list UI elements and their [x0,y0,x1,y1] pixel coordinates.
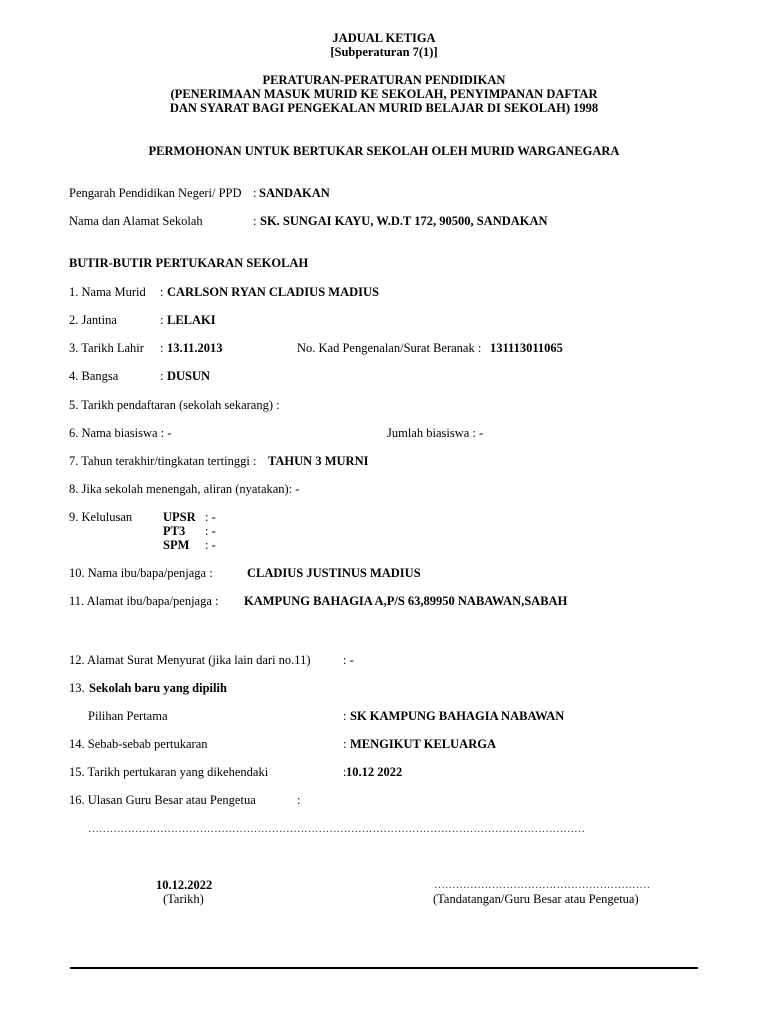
parent-name-value: CLADIUS JUSTINUS MADIUS [247,566,421,580]
scholarship-name-label: 6. Nama biasiswa : - [69,426,172,440]
signature-label: (Tandatangan/Guru Besar atau Pengetua) [433,892,639,906]
pt3-value: : - [205,524,216,538]
regulation-subtitle-1: (PENERIMAAN MASUK MURID KE SEKOLAH, PENYIMPANAN DAFTAR [170,87,598,101]
qualifications-label: 9. Kelulusan [69,510,133,524]
first-choice-value: SK KAMPUNG BAHAGIA NABAWAN [350,709,565,723]
schedule-title: JADUAL KETIGA [332,31,436,45]
subregulation: [Subperaturan 7(1)] [330,45,438,59]
first-choice-label: Pilihan Pertama [88,709,168,723]
ic-number-label: No. Kad Pengenalan/Surat Beranak : [297,341,482,355]
new-school-label: Sekolah baru yang dipilih [89,681,227,695]
student-name-value: CARLSON RYAN CLADIUS MADIUS [167,285,379,299]
last-year-label: 7. Tahun terakhir/tingkatan tertinggi : [69,454,257,468]
transfer-reason-separator: : [343,737,347,751]
parent-name-label: 10. Nama ibu/bapa/penjaga : [69,566,213,580]
upsr-label: UPSR [163,510,196,524]
bottom-divider [70,967,698,969]
parent-address-value: KAMPUNG BAHAGIA A,P/S 63,89950 NABAWAN,SABAH [244,594,568,608]
head-remarks-separator: : [297,793,301,807]
race-label: 4. Bangsa [69,369,119,383]
remarks-dotted-line: ………………………………………………………………………………………………………………………… [88,823,585,835]
signature-dotted-line: …………………………………………………… [434,879,651,891]
registration-date-label: 5. Tarikh pendaftaran (sekolah sekarang) : [69,398,280,412]
last-year-value: TAHUN 3 MURNI [268,454,369,468]
transfer-date-label: 15. Tarikh pertukaran yang dikehendaki [69,765,269,779]
mailing-address-value: : - [343,653,354,667]
school-label: Nama dan Alamat Sekolah [69,214,203,228]
birth-date-value: 13.11.2013 [167,341,223,355]
transfer-reason-value: MENGIKUT KELUARGA [350,737,496,751]
student-name-label: 1. Nama Murid [69,285,146,299]
transfer-date-separator: : [343,765,347,779]
date-value: 10.12.2022 [156,878,213,892]
new-school-number: 13. [69,681,85,695]
ppd-value: SANDAKAN [259,186,330,200]
mailing-address-label: 12. Alamat Surat Menyurat (jika lain dari no.11) [69,653,311,667]
scholarship-amount-label: Jumlah biasiswa : - [387,426,484,440]
school-separator: : [253,214,257,228]
birth-date-separator: : [160,341,164,355]
ic-number-value: 131113011065 [490,341,563,355]
date-label: (Tarikh) [163,892,204,906]
regulation-title: PERATURAN-PERATURAN PENDIDIKAN [262,73,506,87]
ppd-separator: : [253,186,257,200]
transfer-reason-label: 14. Sebab-sebab pertukaran [69,737,208,751]
regulation-subtitle-2: DAN SYARAT BAGI PENGEKALAN MURID BELAJAR DI SEKOLAH) 1998 [169,101,599,115]
race-separator: : [160,369,164,383]
first-choice-separator: : [343,709,347,723]
spm-label: SPM [163,538,190,552]
transfer-date-value: 10.12 2022 [346,765,403,779]
upsr-value: : - [205,510,216,524]
gender-value: LELAKI [167,313,216,327]
section-title: BUTIR-BUTIR PERTUKARAN SEKOLAH [69,256,309,270]
pt3-label: PT3 [163,524,186,538]
student-name-separator: : [160,285,164,299]
race-value: DUSUN [167,369,211,383]
stream-label: 8. Jika sekolah menengah, aliran (nyatakan): - [69,482,300,496]
parent-address-label: 11. Alamat ibu/bapa/penjaga : [69,594,219,608]
gender-label: 2. Jantina [69,313,117,327]
gender-separator: : [160,313,164,327]
ppd-label: Pengarah Pendidikan Negeri/ PPD [69,186,242,200]
school-value: SK. SUNGAI KAYU, W.D.T 172, 90500, SANDAKAN [260,214,548,228]
form-title: PERMOHONAN UNTUK BERTUKAR SEKOLAH OLEH MURID WARGANEGARA [148,144,620,158]
birth-date-label: 3. Tarikh Lahir [69,341,144,355]
spm-value: : - [205,538,216,552]
head-remarks-label: 16. Ulasan Guru Besar atau Pengetua [69,793,256,807]
